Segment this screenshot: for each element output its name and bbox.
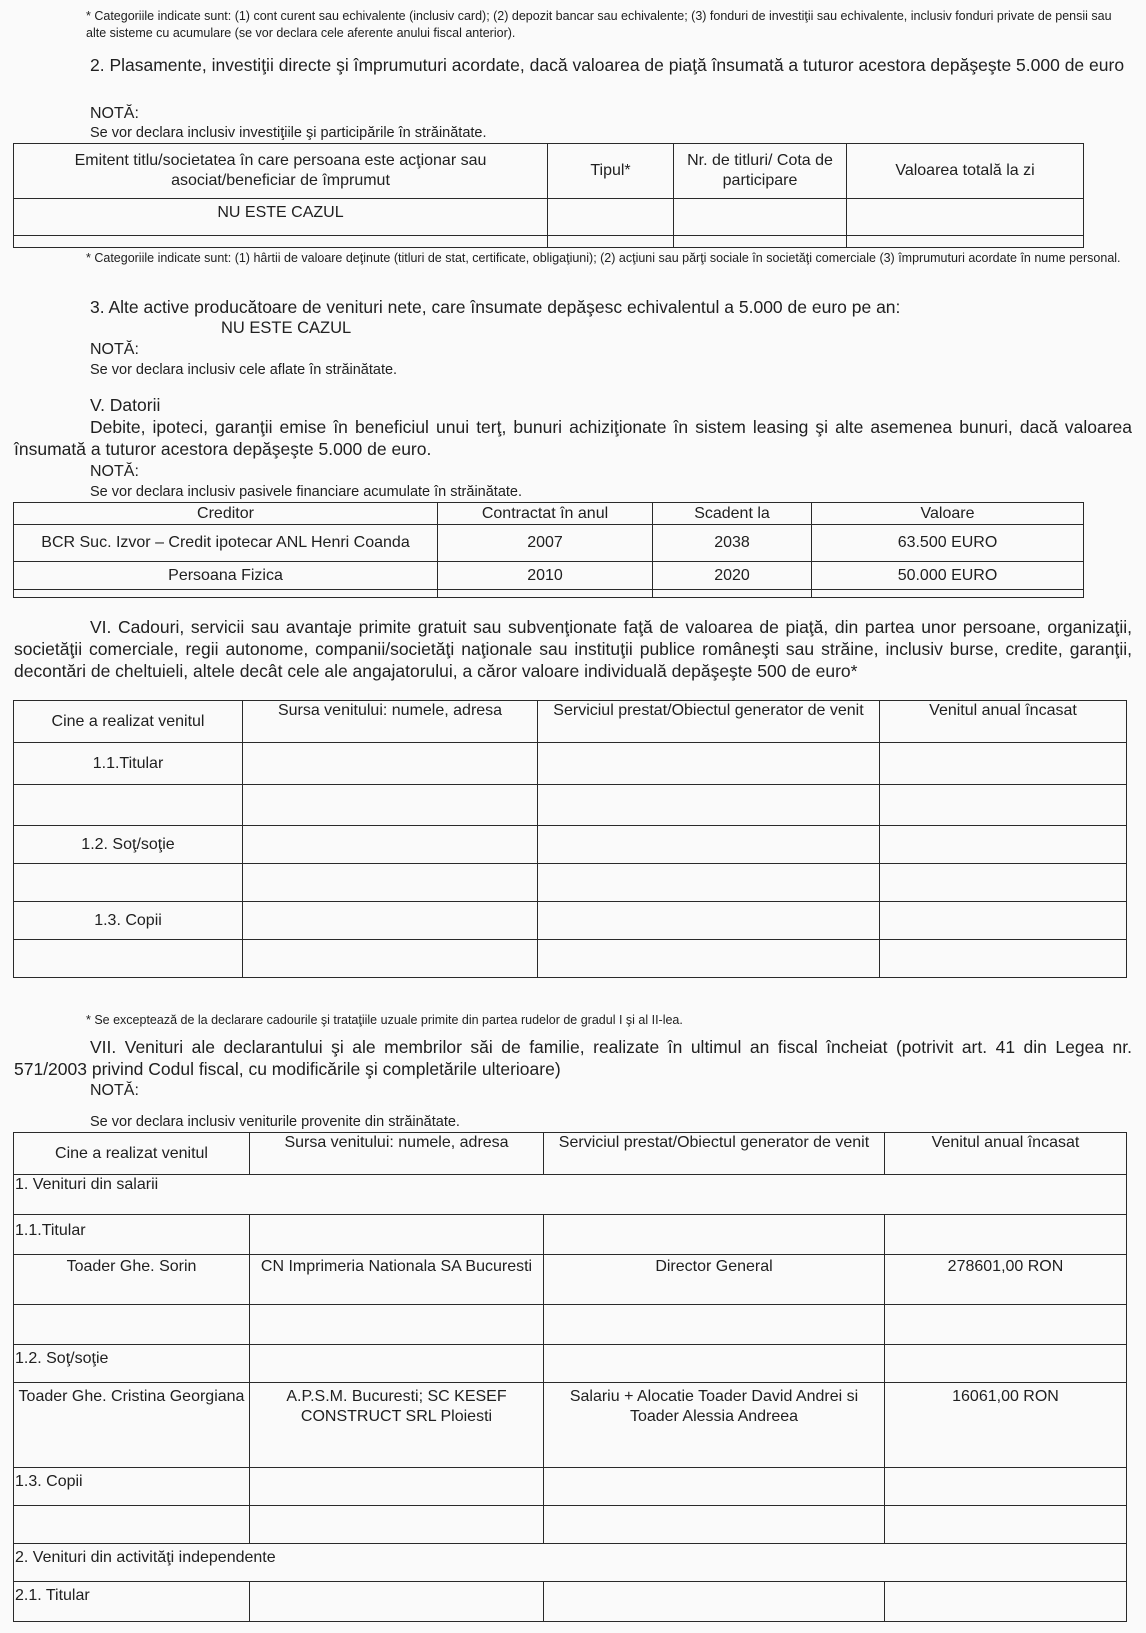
table-row — [14, 199, 1084, 236]
header-cine: Cine a realizat venitul — [14, 1133, 250, 1175]
header-sursa: Sursa venitului: numele, adresa — [250, 1133, 544, 1175]
table-row — [14, 236, 1084, 248]
header-serviciul: Serviciul prestat/Obiectul generator de venit — [538, 701, 880, 743]
section-5-text: Debite, ipoteci, garanţii emise în beneficiul unui terţ, bunuri achiziţionate în sistem leasing şi alte asemenea bunuri, dacă valoarea însumată a tuturor acestora depăşeşte 5.000 de euro. — [14, 417, 1132, 459]
income-table — [13, 1132, 1127, 1622]
header-emitent: Emitent titlu/societatea în care persoana este acţionar sau asociat/beneficiar de împrumut — [14, 144, 548, 199]
debt-due: 2020 — [653, 562, 812, 590]
section-6-text: VI. Cadouri, servicii sau avantaje primite gratuit sau subvenţionate faţă de valoarea de piaţă, din partea unor persoane, organizaţii, societăţii comerciale, regii autonome, companii/societăţi naţionale sau instituţii publice româneşti sau străine, inclusiv burse, credite, garanţii, decontări de cheltuieli, altele decât cele ale angajatorului, a căror valoare individuală depăşeşte 500 de euro* — [14, 617, 1132, 681]
section-5-title: V. Datorii — [90, 395, 161, 415]
table-row: 1.3. Copii — [14, 902, 1127, 940]
income-header-row — [14, 1133, 1127, 1175]
section-2-nota: NOTĂ: — [90, 105, 139, 122]
section-6-footnote: * Se exceptează de la declarare cadourile şi trataţiile uzuale primite din partea rudelor de gradul I şi al II-lea. — [86, 1013, 683, 1027]
table-row: 1.1.Titular — [14, 743, 1127, 785]
section-3-nota: NOTĂ: — [90, 341, 139, 358]
section-3-value: NU ESTE CAZUL — [221, 319, 352, 337]
table-row: 1.2. Soţ/soţie — [14, 1345, 1127, 1383]
header-venitul: Venitul anual încasat — [880, 701, 1127, 743]
header-cine: Cine a realizat venitul — [14, 701, 243, 743]
income-section-independente: 2. Venituri din activităţi independente — [14, 1544, 1127, 1582]
section-3-nota-text: Se vor declara inclusiv cele aflate în străinătate. — [90, 362, 398, 378]
debt-year: 2007 — [438, 525, 653, 562]
header-serviciul: Serviciul prestat/Obiectul generator de venit — [544, 1133, 885, 1175]
debt-creditor: BCR Suc. Izvor – Credit ipotecar ANL Henri Coanda — [14, 525, 438, 562]
table-row — [14, 525, 1084, 562]
header-venitul: Venitul anual încasat — [885, 1133, 1127, 1175]
debt-year: 2010 — [438, 562, 653, 590]
table-row: 2.1. Titular — [14, 1582, 1127, 1622]
debt-value: 63.500 EURO — [812, 525, 1084, 562]
investments-row-value: NU ESTE CAZUL — [14, 199, 548, 236]
header-valoare: Valoare — [812, 503, 1084, 525]
footnote-categories-accounts: * Categoriile indicate sunt: (1) cont curent sau echivalente (inclusiv card); (2) depozit bancar sau echivalente; (3) fonduri de investiţii sau echivalente, inclusiv fonduri private de pensii sau alte sisteme cu acumulare (se vor declara cele aferente anului fiscal anterior). — [86, 9, 1112, 40]
table-row — [14, 1305, 1127, 1345]
section-7-nota-text: Se vor declara inclusiv veniturile provenite din străinătate. — [90, 1114, 460, 1130]
section-2-nota-text: Se vor declara inclusiv investiţiile şi participările în străinătate. — [90, 125, 487, 141]
debts-header-row — [14, 503, 1084, 525]
section-5-nota: NOTĂ: — [90, 463, 139, 480]
income-section-salarii: 1. Venituri din salarii — [14, 1175, 1127, 1215]
table-row: 1.2. Soţ/soţie — [14, 826, 1127, 864]
header-tipul: Tipul* — [548, 144, 674, 199]
table-row: 1.1.Titular — [14, 1215, 1127, 1255]
section-7-nota: NOTĂ: — [90, 1082, 139, 1099]
table-row — [14, 1506, 1127, 1544]
table-row — [14, 940, 1127, 978]
section-2-footnote: * Categoriile indicate sunt: (1) hârtii de valoare deţinute (titluri de stat, certificate, obligaţiuni); (2) acţiuni sau părţi sociale în societăţi comerciale (3) împrumuturi acordate în nume personal. — [86, 251, 1121, 265]
table-row: Toader Ghe. Cristina Georgiana A.P.S.M. Bucuresti; SC KESEF CONSTRUCT SRL Ploiesti Salariu + Alocatie Toader David Andrei si Toader Alessia Andreea 16061,00 RON — [14, 1383, 1127, 1468]
header-contractat: Contractat în anul — [438, 503, 653, 525]
header-sursa: Sursa venitului: numele, adresa — [243, 701, 538, 743]
header-valoarea-totala: Valoarea totală la zi — [847, 144, 1084, 199]
debts-table — [13, 502, 1084, 598]
investments-header-row — [14, 144, 1084, 199]
gifts-header-row — [14, 701, 1127, 743]
gifts-table — [13, 700, 1127, 978]
debt-due: 2038 — [653, 525, 812, 562]
section-2-heading: 2. Plasamente, investiţii directe şi împrumuturi acordate, dacă valoarea de piaţă însumată a tuturor acestora depăşeşte 5.000 de euro — [90, 55, 1125, 75]
header-creditor: Creditor — [14, 503, 438, 525]
debt-value: 50.000 EURO — [812, 562, 1084, 590]
investments-table — [13, 143, 1084, 248]
section-7-text: VII. Venituri ale declarantului şi ale membrilor săi de familie, realizate în ultimul an fiscal încheiat (potrivit art. 41 din Legea nr. 571/2003 privind Codul fiscal, cu modificările şi completările ulterioare) — [14, 1037, 1132, 1079]
table-row — [14, 785, 1127, 826]
header-nr-titluri: Nr. de titluri/ Cota de participare — [674, 144, 847, 199]
table-row — [14, 562, 1084, 590]
table-row: 1.3. Copii — [14, 1468, 1127, 1506]
table-row — [14, 864, 1127, 902]
section-3-heading: 3. Alte active producătoare de venituri nete, care însumate depăşesc echivalentul a 5.000 de euro pe an: — [90, 297, 901, 317]
table-row: Toader Ghe. Sorin CN Imprimeria Nationala SA Bucuresti Director General 278601,00 RON — [14, 1255, 1127, 1305]
header-scadent: Scadent la — [653, 503, 812, 525]
debt-creditor: Persoana Fizica — [14, 562, 438, 590]
section-5-nota-text: Se vor declara inclusiv pasivele financiare acumulate în străinătate. — [90, 484, 523, 500]
table-row — [14, 590, 1084, 598]
